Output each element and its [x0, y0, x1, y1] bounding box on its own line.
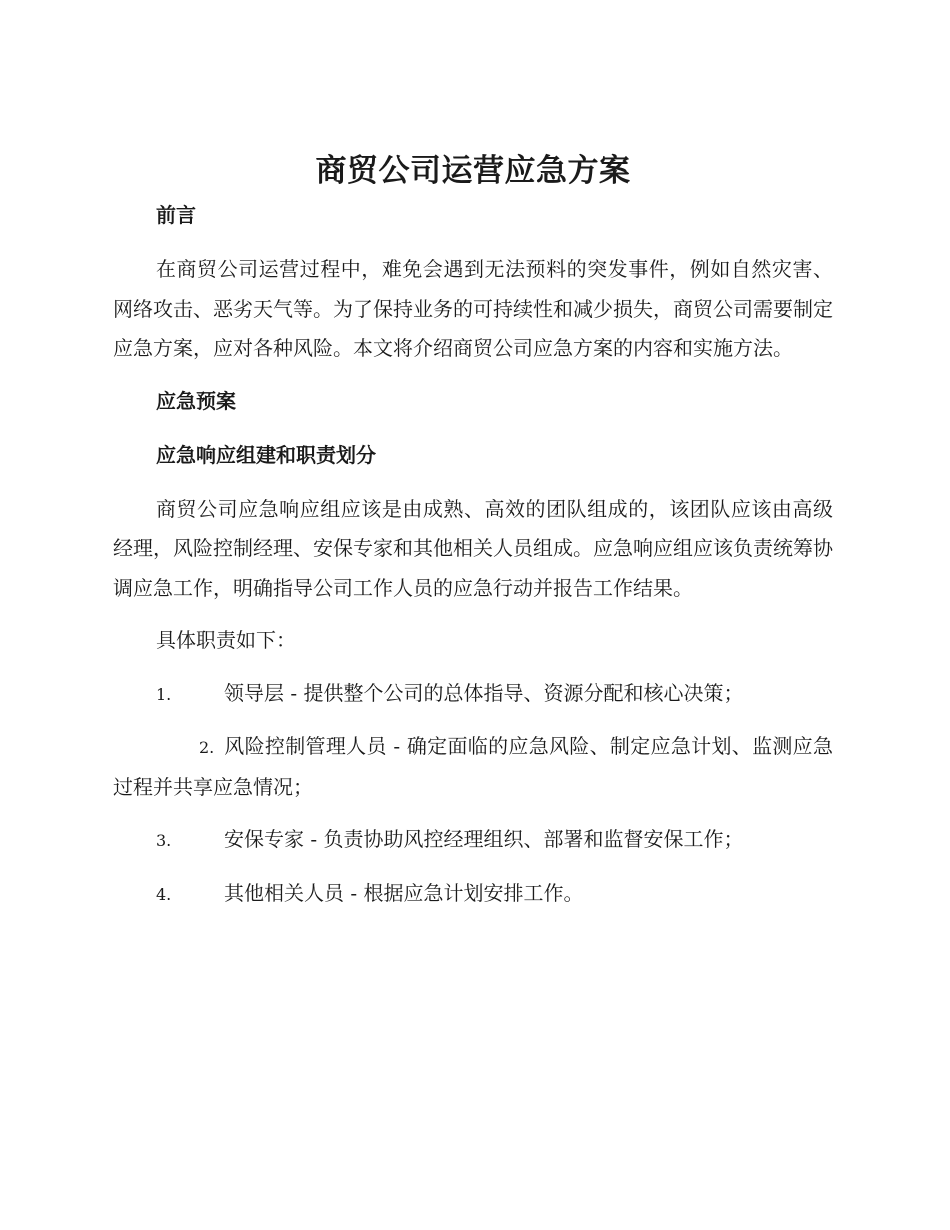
list-item-text: 领导层 - 提供整个公司的总体指导、资源分配和核心决策；: [224, 680, 744, 705]
document-page: [113, 148, 833, 914]
list-item: [113, 874, 833, 915]
list-item: [113, 727, 833, 807]
list-item: [113, 820, 833, 861]
list-item-text: 风险控制管理人员 - 确定面临的应急风险、制定应急计划、监测应急过程并共享应急情况；: [113, 734, 833, 799]
preface-heading: 前言: [156, 203, 196, 227]
team-heading: 应急响应组建和职责划分: [156, 442, 376, 467]
list-item-text: 其他相关人员 - 根据应急计划安排工作。: [224, 880, 584, 905]
list-item-text: 安保专家 - 负责协助风控经理组织、部署和监督安保工作；: [224, 827, 744, 851]
duties-intro: 具体职责如下：: [156, 628, 296, 652]
list-item-number: 2.: [199, 738, 215, 757]
team-paragraph: 商贸公司应急响应组应该是由成熟、高效的团队组成的，该团队应该由高级经理，风险控制经理、安保专家和其他相关人员组成。应急响应组应该负责统筹协调应急工作，明确指导公司工作人员的应急行动并报告工作结果。: [113, 496, 833, 600]
list-item-number: 4.: [156, 884, 172, 904]
document-title: 商贸公司运营应急方案: [315, 153, 631, 189]
list-item-number: 3.: [156, 831, 172, 850]
plan-heading: 应急预案: [156, 388, 236, 413]
preface-paragraph: 在商贸公司运营过程中，难免会遇到无法预料的突发事件，例如自然灾害、网络攻击、恶劣天气等。为了保持业务的可持续性和减少损失，商贸公司需要制定应急方案，应对各种风险。本文将介绍商贸公司应急方案的内容和实施方法。: [113, 257, 833, 360]
list-item-number: 1.: [156, 684, 172, 704]
list-item: [113, 674, 833, 715]
